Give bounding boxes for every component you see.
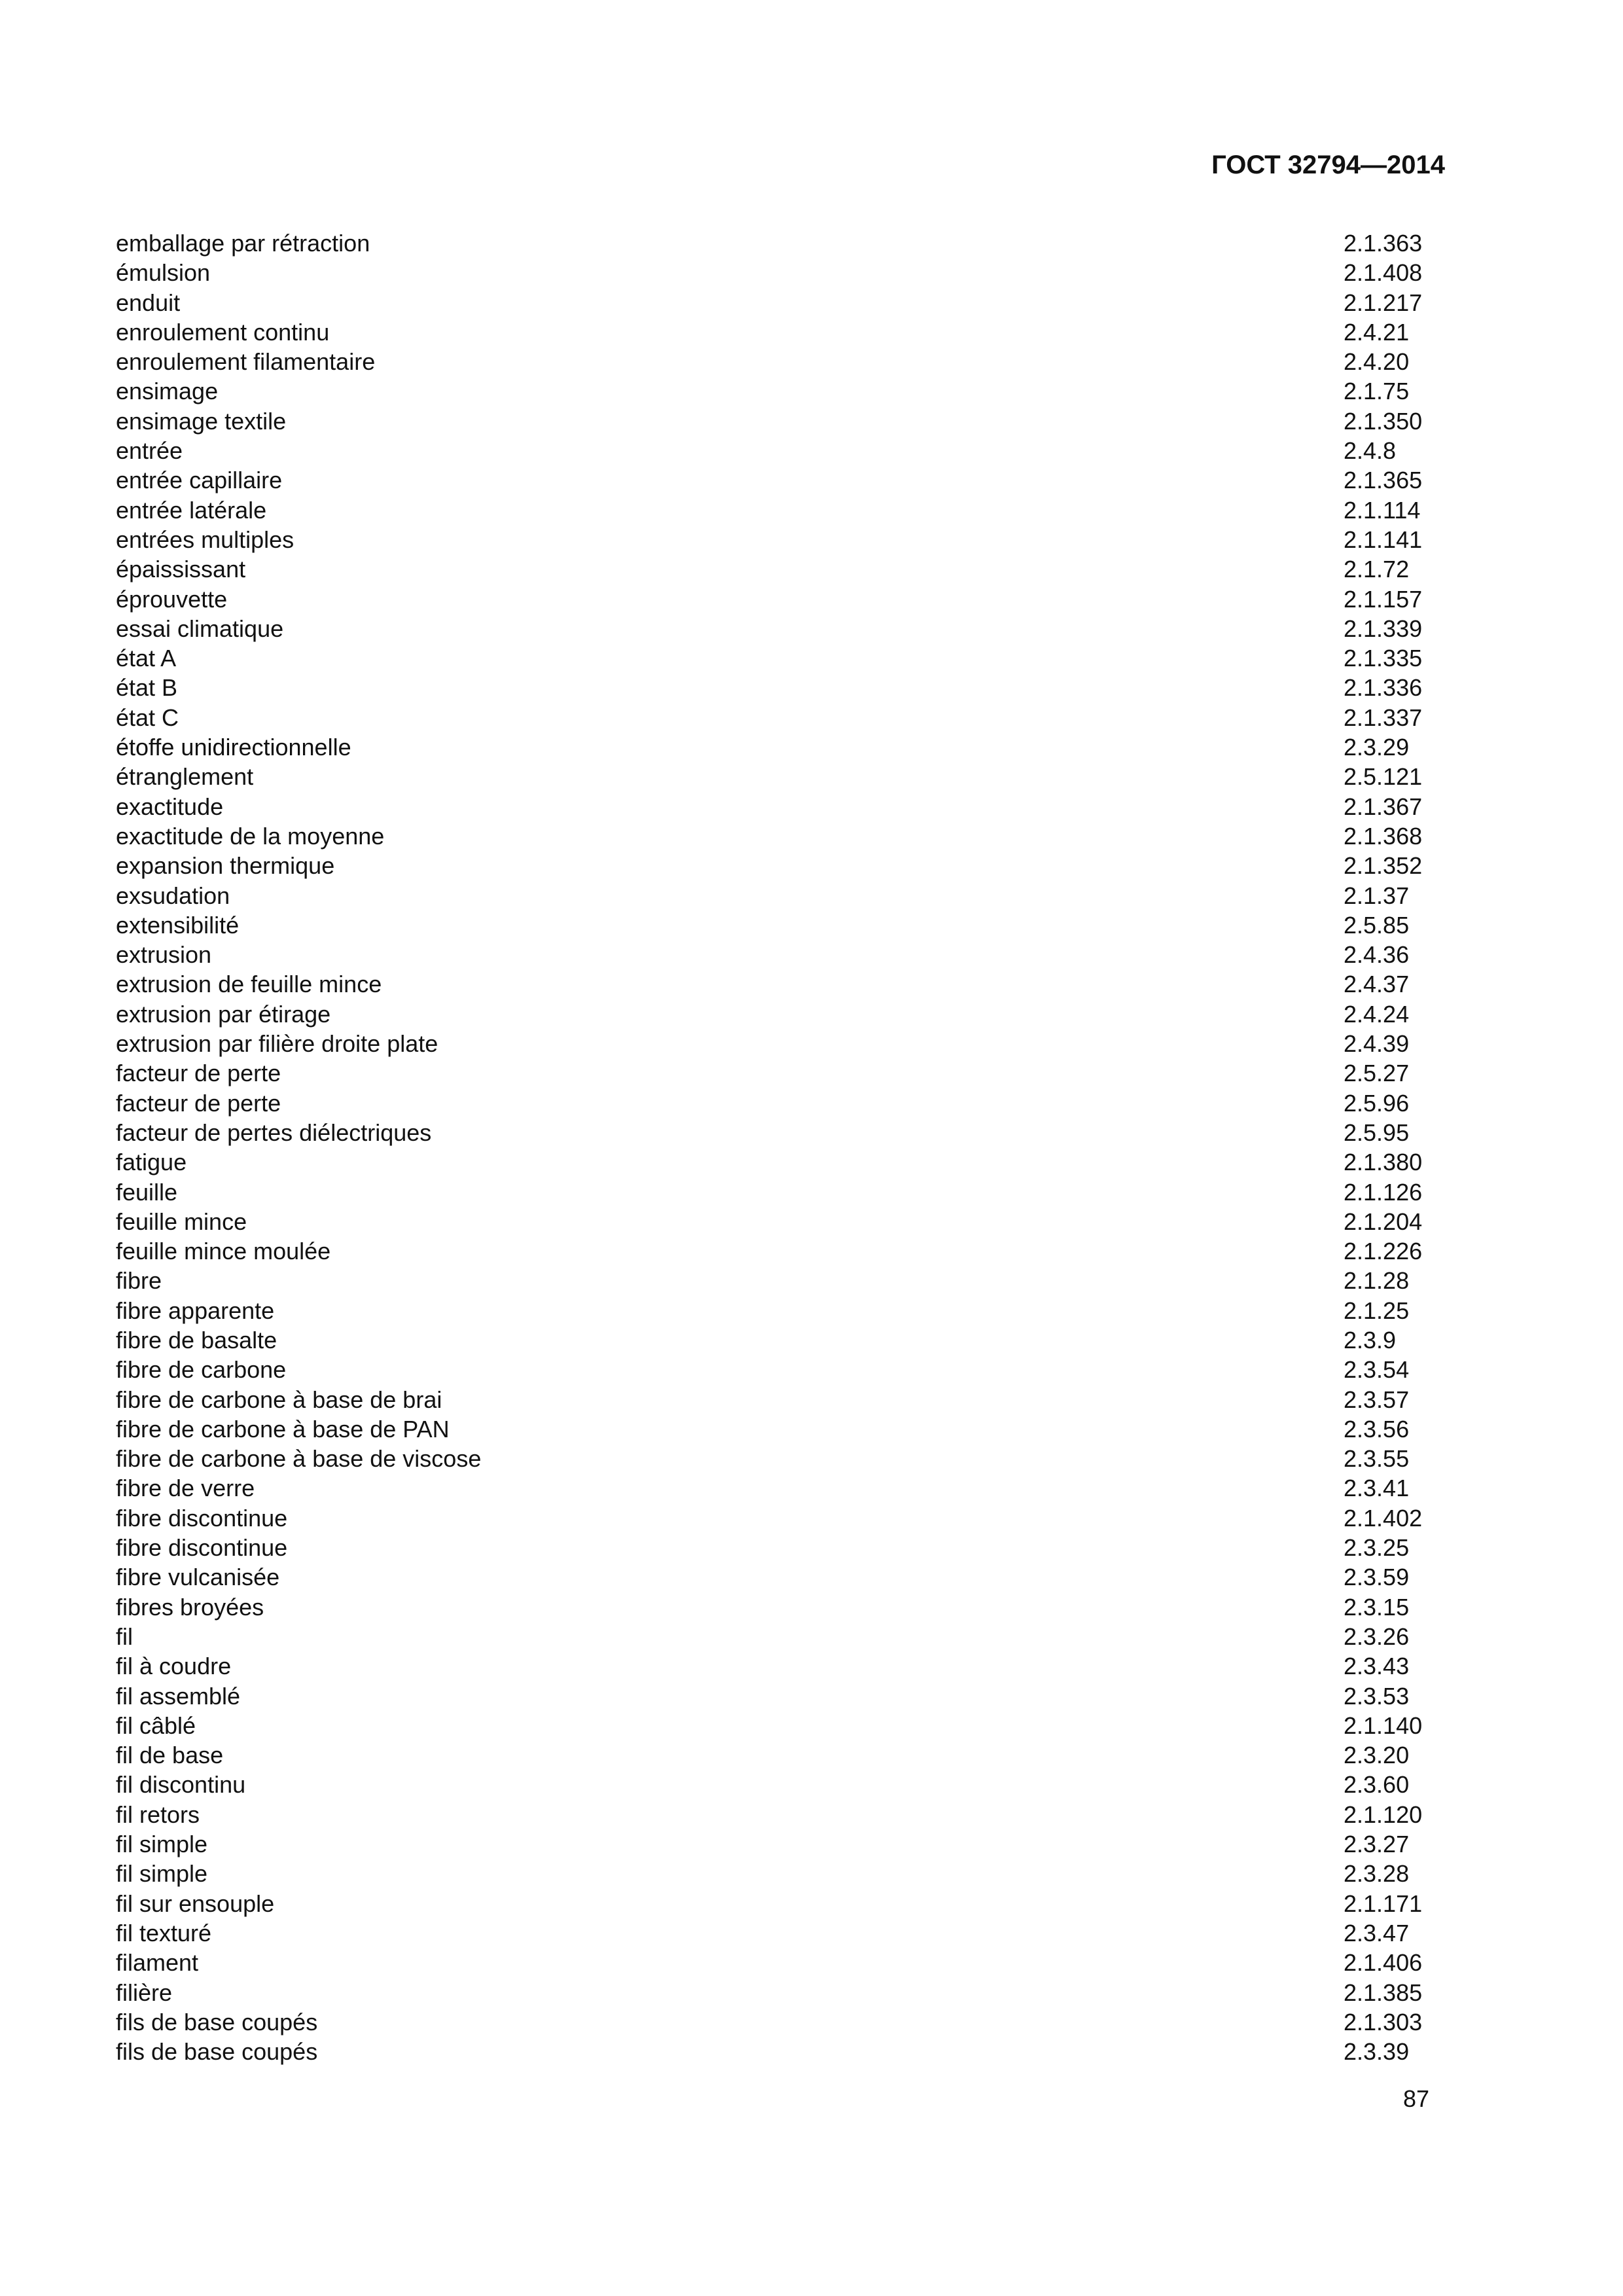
index-entry	[116, 317, 1425, 347]
entry-reference: 2.3.25	[1344, 1534, 1410, 1562]
entry-term: entrée	[116, 437, 183, 465]
entry-reference: 2.3.55	[1344, 1445, 1410, 1473]
index-entry	[116, 940, 1425, 969]
index-entry	[116, 1622, 1425, 1651]
entry-term: fibre discontinue	[116, 1534, 288, 1562]
index-entry	[116, 673, 1425, 702]
entry-term: fil assemblé	[116, 1682, 241, 1710]
entry-reference: 2.3.57	[1344, 1386, 1410, 1413]
index-entry	[116, 614, 1425, 643]
entry-term: fibre de verre	[116, 1475, 255, 1502]
entry-reference: 2.5.95	[1344, 1119, 1410, 1146]
entry-reference: 2.3.9	[1344, 1326, 1397, 1354]
entry-reference: 2.3.60	[1344, 1771, 1410, 1799]
entry-term: ensimage textile	[116, 407, 287, 435]
entry-reference: 2.5.96	[1344, 1089, 1410, 1117]
entry-term: fils de base coupés	[116, 2008, 318, 2036]
entry-reference: 2.5.85	[1344, 911, 1410, 939]
entry-term: étranglement	[116, 763, 254, 791]
index-entry	[116, 495, 1425, 525]
entry-reference: 2.3.15	[1344, 1593, 1410, 1621]
entry-reference: 2.1.25	[1344, 1297, 1410, 1324]
entry-reference: 2.1.406	[1344, 1949, 1423, 1977]
index-entry	[116, 258, 1425, 287]
entry-term: fil retors	[116, 1801, 200, 1828]
entry-reference: 2.1.126	[1344, 1178, 1423, 1206]
index-entry	[116, 436, 1425, 465]
entry-term: état A	[116, 645, 177, 672]
index-entry	[116, 1711, 1425, 1740]
entry-term: fibre discontinue	[116, 1504, 288, 1532]
entry-reference: 2.3.27	[1344, 1831, 1410, 1858]
index-entry	[116, 1978, 1425, 2007]
entry-term: fibre vulcanisée	[116, 1564, 280, 1591]
index-entry	[116, 228, 1425, 258]
entry-term: état C	[116, 704, 179, 731]
index-entry	[116, 969, 1425, 999]
entry-reference: 2.1.140	[1344, 1712, 1423, 1739]
index-entry	[116, 703, 1425, 732]
index-entry	[116, 584, 1425, 614]
entry-reference: 2.1.157	[1344, 585, 1423, 613]
entry-reference: 2.1.28	[1344, 1267, 1410, 1295]
index-entry	[116, 762, 1425, 791]
entry-reference: 2.1.217	[1344, 289, 1423, 316]
entry-reference: 2.3.20	[1344, 1742, 1410, 1769]
entry-term: exactitude	[116, 793, 224, 820]
entry-reference: 2.1.367	[1344, 793, 1423, 820]
entry-reference: 2.1.365	[1344, 467, 1423, 494]
entry-term: état B	[116, 674, 178, 702]
entry-reference: 2.1.120	[1344, 1801, 1423, 1828]
entry-reference: 2.3.28	[1344, 1860, 1410, 1888]
entry-term: extrusion	[116, 941, 212, 969]
entry-term: fibre de carbone à base de brai	[116, 1386, 442, 1413]
index-entry	[116, 1058, 1425, 1088]
index-entry	[116, 1177, 1425, 1207]
entry-reference: 2.4.37	[1344, 971, 1410, 998]
entry-term: fibre de carbone à base de viscose	[116, 1445, 482, 1473]
index-entry	[116, 288, 1425, 317]
entry-term: émulsion	[116, 259, 211, 287]
entry-term: fil simple	[116, 1860, 208, 1888]
entry-term: entrées multiples	[116, 526, 294, 553]
index-entry	[116, 1266, 1425, 1295]
entry-reference: 2.1.337	[1344, 704, 1423, 731]
page-number: 87	[1402, 2085, 1429, 2112]
entry-term: fil texturé	[116, 1919, 212, 1946]
index-entry	[116, 376, 1425, 406]
entry-term: entrée latérale	[116, 496, 267, 524]
entry-term: étoffe unidirectionnelle	[116, 734, 351, 761]
entry-reference: 2.4.24	[1344, 1000, 1410, 1028]
entry-term: ensimage	[116, 378, 219, 405]
index-entry	[116, 1562, 1425, 1592]
index-entry	[116, 1118, 1425, 1147]
entry-term: facteur de pertes diélectriques	[116, 1119, 432, 1146]
index-entry	[116, 1859, 1425, 1888]
index-entry	[116, 1948, 1425, 1977]
index-entry	[116, 1147, 1425, 1177]
entry-term: feuille mince	[116, 1208, 247, 1235]
entry-term: extrusion de feuille mince	[116, 971, 382, 998]
entry-reference: 2.3.54	[1344, 1356, 1410, 1384]
entry-term: fibre	[116, 1267, 162, 1295]
entry-term: fil discontinu	[116, 1771, 246, 1799]
entry-term: enduit	[116, 289, 181, 316]
index-entry	[116, 1740, 1425, 1770]
term-index-list	[116, 228, 1425, 2066]
document-header: ГОСТ 32794—2014	[1211, 151, 1445, 179]
index-entry	[116, 1414, 1425, 1444]
entry-reference: 2.5.121	[1344, 763, 1423, 791]
entry-reference: 2.1.385	[1344, 1979, 1423, 2006]
entry-reference: 2.3.39	[1344, 2038, 1410, 2066]
entry-term: enroulement filamentaire	[116, 348, 376, 376]
entry-reference: 2.3.59	[1344, 1564, 1410, 1591]
entry-term: essai climatique	[116, 615, 284, 642]
index-entry	[116, 643, 1425, 673]
entry-term: fil	[116, 1623, 133, 1650]
entry-term: extensibilité	[116, 911, 240, 939]
entry-term: fil sur ensouple	[116, 1890, 275, 1917]
index-entry	[116, 525, 1425, 554]
entry-reference: 2.1.204	[1344, 1208, 1423, 1235]
entry-reference: 2.1.37	[1344, 882, 1410, 909]
entry-term: extrusion par filière droite plate	[116, 1030, 438, 1058]
entry-reference: 2.3.47	[1344, 1919, 1410, 1946]
entry-reference: 2.1.75	[1344, 378, 1410, 405]
index-entry	[116, 347, 1425, 376]
entry-reference: 2.1.336	[1344, 674, 1423, 702]
index-entry	[116, 1296, 1425, 1325]
entry-term: exsudation	[116, 882, 230, 909]
entry-reference: 2.1.114	[1344, 496, 1421, 524]
entry-term: entrée capillaire	[116, 467, 283, 494]
entry-reference: 2.1.226	[1344, 1238, 1423, 1265]
index-entry	[116, 1800, 1425, 1829]
index-entry	[116, 732, 1425, 762]
entry-reference: 2.3.53	[1344, 1682, 1410, 1710]
index-entry	[116, 1088, 1425, 1118]
index-entry	[116, 1355, 1425, 1384]
index-entry	[116, 999, 1425, 1029]
entry-reference: 2.3.56	[1344, 1415, 1410, 1443]
entry-reference: 2.1.141	[1344, 526, 1423, 553]
entry-reference: 2.1.368	[1344, 822, 1423, 850]
entry-reference: 2.5.27	[1344, 1060, 1410, 1087]
index-entry	[116, 1592, 1425, 1622]
entry-term: fibre apparente	[116, 1297, 275, 1324]
entry-term: feuille	[116, 1178, 178, 1206]
entry-reference: 2.1.363	[1344, 230, 1423, 257]
entry-term: exactitude de la moyenne	[116, 822, 385, 850]
index-entry	[116, 1829, 1425, 1859]
index-entry	[116, 465, 1425, 495]
entry-term: extrusion par étirage	[116, 1000, 331, 1028]
entry-reference: 2.1.380	[1344, 1149, 1423, 1176]
entry-term: facteur de perte	[116, 1060, 281, 1087]
entry-term: filament	[116, 1949, 199, 1977]
index-entry	[116, 1236, 1425, 1266]
index-entry	[116, 851, 1425, 880]
entry-reference: 2.3.26	[1344, 1623, 1410, 1650]
index-entry	[116, 2037, 1425, 2066]
entry-term: fil simple	[116, 1831, 208, 1858]
entry-reference: 2.3.29	[1344, 734, 1410, 761]
entry-reference: 2.3.43	[1344, 1653, 1410, 1680]
entry-reference: 2.1.335	[1344, 645, 1423, 672]
index-entry	[116, 1473, 1425, 1503]
index-entry	[116, 1918, 1425, 1948]
entry-term: éprouvette	[116, 585, 228, 613]
entry-reference: 2.4.21	[1344, 318, 1410, 346]
entry-term: fibre de basalte	[116, 1326, 277, 1354]
index-entry	[116, 1770, 1425, 1799]
index-entry	[116, 1651, 1425, 1681]
entry-reference: 2.1.402	[1344, 1504, 1423, 1532]
entry-reference: 2.1.408	[1344, 259, 1423, 287]
index-entry	[116, 792, 1425, 821]
index-entry	[116, 1444, 1425, 1473]
index-entry	[116, 1029, 1425, 1058]
entry-term: filière	[116, 1979, 173, 2006]
index-entry	[116, 881, 1425, 910]
entry-reference: 2.1.339	[1344, 615, 1423, 642]
entry-term: épaississant	[116, 556, 246, 583]
entry-reference: 2.4.39	[1344, 1030, 1410, 1058]
entry-term: fil de base	[116, 1742, 224, 1769]
entry-reference: 2.4.36	[1344, 941, 1410, 969]
entry-term: fibres broyées	[116, 1593, 264, 1621]
entry-term: fil à coudre	[116, 1653, 232, 1680]
index-entry	[116, 821, 1425, 851]
entry-reference: 2.4.20	[1344, 348, 1410, 376]
index-entry	[116, 1533, 1425, 1562]
entry-reference: 2.1.352	[1344, 852, 1423, 880]
entry-term: fils de base coupés	[116, 2038, 318, 2066]
index-entry	[116, 1207, 1425, 1236]
index-entry	[116, 1325, 1425, 1355]
entry-reference: 2.1.350	[1344, 407, 1423, 435]
entry-term: expansion thermique	[116, 852, 335, 880]
entry-term: enroulement continu	[116, 318, 330, 346]
entry-term: facteur de perte	[116, 1089, 281, 1117]
entry-term: emballage par rétraction	[116, 230, 370, 257]
index-entry	[116, 1681, 1425, 1711]
entry-reference: 2.1.72	[1344, 556, 1410, 583]
entry-reference: 2.1.171	[1344, 1890, 1423, 1917]
entry-reference: 2.3.41	[1344, 1475, 1410, 1502]
entry-term: fil câblé	[116, 1712, 196, 1739]
index-entry	[116, 1503, 1425, 1533]
index-entry	[116, 406, 1425, 436]
index-entry	[116, 1889, 1425, 1918]
index-entry	[116, 1385, 1425, 1414]
index-entry	[116, 910, 1425, 940]
entry-reference: 2.1.303	[1344, 2008, 1423, 2036]
entry-term: fibre de carbone à base de PAN	[116, 1415, 450, 1443]
entry-term: fatigue	[116, 1149, 187, 1176]
entry-term: fibre de carbone	[116, 1356, 287, 1384]
entry-reference: 2.4.8	[1344, 437, 1397, 465]
index-entry	[116, 2007, 1425, 2037]
index-entry	[116, 554, 1425, 584]
entry-term: feuille mince moulée	[116, 1238, 331, 1265]
